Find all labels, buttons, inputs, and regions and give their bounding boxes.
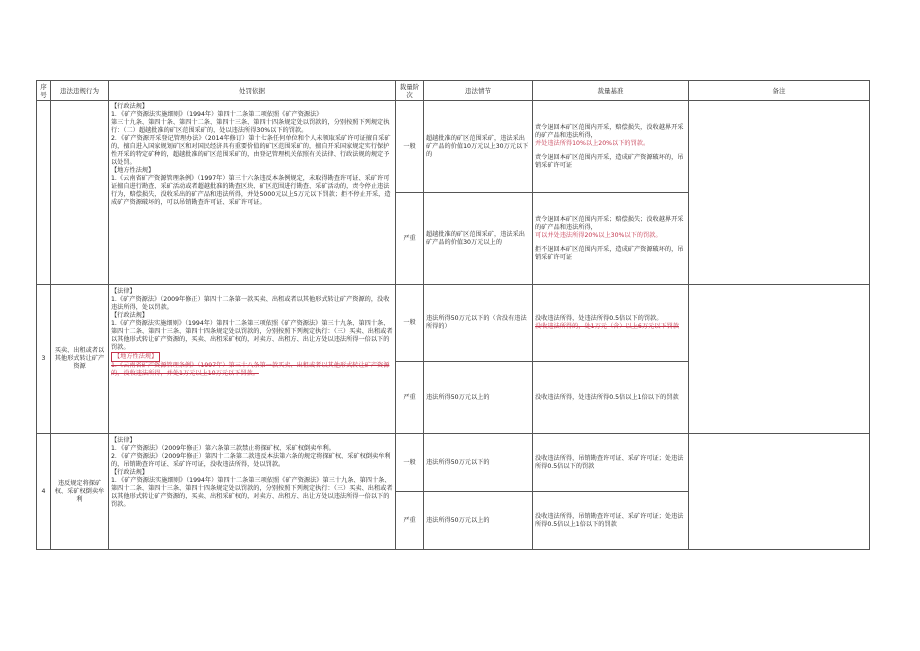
circumstance-general: 超越批准的矿区范围采矿，违法采出矿产品的价值10万元以上30万元以下的 bbox=[424, 101, 533, 193]
basis-text: 2．《矿产资源法》（2009年修正）第四十二条第二款违反本法第六条的规定将探矿权、采矿权倒卖牟利的，吊销勘查许可证、采矿许可证，没收违法所得，处以罚款。 bbox=[111, 453, 391, 468]
standard-general bbox=[533, 101, 689, 193]
basis-heading-revised: 【地方性法规】 bbox=[111, 352, 393, 362]
violation-cell bbox=[51, 101, 109, 285]
standard-text: 没收违法所得，处违法所得0.5倍以下的罚款。 bbox=[535, 315, 663, 322]
circumstance-severe: 违法所得50万元以上的 bbox=[424, 492, 533, 550]
remark-cell bbox=[689, 434, 870, 550]
basis-heading: 【法律】 bbox=[111, 437, 136, 444]
remark-cell bbox=[689, 285, 870, 434]
basis-text: 1.《矿产资源法》（2009年修正）第四十二条第一款买卖、出租或者以其他形式转让矿产资源的，没收违法所得，处以罚款。 bbox=[111, 296, 390, 311]
level-general: 一般 bbox=[396, 434, 424, 492]
remark-cell bbox=[689, 101, 870, 285]
basis-text: 1．《矿产资源法实施细则》（1994年）第四十二条第三项依照《矿产资源法》第三十九条、第四十条、第四十二条、第四十三条、第四十四条规定处以罚款的，分别按照下列规定执行：（三）买卖、出租或者以其他形式转让矿产资源的，买卖、出租采矿权的，对卖方、出租方、出让方处以违法所得一倍以下的罚款。 bbox=[111, 477, 393, 508]
standard-general bbox=[533, 285, 689, 362]
level-severe: 严重 bbox=[396, 492, 424, 550]
circumstance-general: 违法所得50万元以下的（含没有违法所得的） bbox=[424, 285, 533, 362]
table-row bbox=[37, 285, 870, 362]
basis-cell bbox=[109, 434, 396, 550]
row-number bbox=[37, 101, 51, 285]
circumstance-severe: 超越批准的矿区范围采矿，违法采出矿产品的价值30万元以上的 bbox=[424, 193, 533, 285]
circumstance-general: 违法所得50万元以下的 bbox=[424, 434, 533, 492]
basis-text: 第三十九条、第四十条、第四十二条、第四十三条、第四十四条规定处以罚款的，分别按照下列规定执行：（二）超越批准的矿区范围采矿的，处以违法所得30%以下的罚款。 bbox=[111, 119, 390, 134]
header-level: 裁量阶次 bbox=[396, 81, 424, 101]
basis-heading: 【地方性法规】 bbox=[111, 167, 155, 174]
header-no: 序号 bbox=[37, 81, 51, 101]
violation-cell: 买卖、出租或者以其他形式转让矿产资源 bbox=[51, 285, 109, 434]
header-remark: 备注 bbox=[689, 81, 870, 101]
table-row bbox=[37, 434, 870, 492]
basis-cell bbox=[109, 101, 396, 285]
standard-general: 没收违法所得，吊销勘查许可证、采矿许可证；处违法所得0.5倍以下的罚款 bbox=[533, 434, 689, 492]
basis-text: 1.《云南省矿产资源管理条例》（1997年）第三十六条违反本条例规定，未取得勘查许可证、采矿许可证擅自进行勘查、采矿活动或者超越批准的勘查区块、矿区范围进行勘查、采矿活动的，责令停止违法行为，赔偿损失，没收采出的矿产品和违法所得，并处5000元以上5万元以下罚款；拒不停止开采，造成矿产资源破坏的，可以吊销勘查许可证、采矿许可证。 bbox=[111, 175, 391, 206]
level-severe: 严重 bbox=[396, 193, 424, 285]
basis-cell bbox=[109, 285, 396, 434]
standard-severe bbox=[533, 193, 689, 285]
level-general: 一般 bbox=[396, 101, 424, 193]
basis-text: 1．《矿产资源法》（2009年修正）第六条第三款禁止将探矿权、采矿权倒卖牟利。 bbox=[111, 445, 335, 452]
table-row bbox=[37, 101, 870, 193]
row-number: 4 bbox=[37, 434, 51, 550]
level-general: 一般 bbox=[396, 285, 424, 362]
basis-heading: 【行政法规】 bbox=[111, 312, 149, 319]
standard-text: 责令退回本矿区范围内开采，造成矿产资源破坏的，吊销采矿许可证 bbox=[535, 153, 684, 169]
standard-severe: 没收违法所得，处违法所得0.5倍以上1倍以下的罚款 bbox=[533, 362, 689, 434]
header-row bbox=[37, 81, 870, 101]
basis-text-deleted: 1.《云南省矿产资源管理条例》（1997年）第三十八条第一款买卖、出租或者以其他形式转让矿产资源的，没收违法所得，并处1万元以上10万元以下罚款。 bbox=[111, 362, 390, 377]
basis-heading: 【法律】 bbox=[111, 288, 136, 295]
row-number: 3 bbox=[37, 285, 51, 434]
standard-text-revised: 并处违法所得10%以上20%以下的罚款。 bbox=[535, 139, 650, 147]
level-severe: 严重 bbox=[396, 362, 424, 434]
basis-heading: 【行政法规】 bbox=[111, 103, 149, 110]
header-standard: 裁量基准 bbox=[533, 81, 689, 101]
basis-text: 1．《矿产资源法实施细则》（1994年）第四十二条第二项依照《矿产资源法》 bbox=[111, 111, 323, 118]
penalty-standard-table bbox=[36, 80, 870, 550]
circumstance-severe: 违法所得50万元以上的 bbox=[424, 362, 533, 434]
violation-cell: 违反规定将探矿权、采矿权倒卖牟利 bbox=[51, 434, 109, 550]
basis-text: 2．《矿产资源开采登记管理办法》（2014年修订）第十七条任何单位和个人未领取采矿许可证擅自采矿的，擅自进入国家规划矿区和对国民经济具有重要价值的矿区范围采矿的，擅自开采国家规定实行保护性开采的特定矿种的，超越批准的矿区范围采矿的，由登记管理机关依照有关法律、行政法规的规定予以处罚。 bbox=[111, 135, 391, 166]
standard-text-deleted: 没收违法所得的，处1万元（含）以上6万元以下罚款 bbox=[535, 323, 679, 330]
standard-severe: 没收违法所得，吊销勘查许可证、采矿许可证；处违法所得0.5倍以上1倍以下的罚款 bbox=[533, 492, 689, 550]
basis-heading: 【行政法规】 bbox=[111, 469, 149, 476]
header-basis: 处罚依据 bbox=[109, 81, 396, 101]
header-circumstance: 违法情节 bbox=[424, 81, 533, 101]
standard-text: 责令退回本矿区范围内开采，赔偿损失，没收越界开采的矿产品和违法所得， bbox=[535, 123, 684, 139]
standard-text-revised: 可以并处违法所得20%以上30%以下的罚款。 bbox=[535, 231, 662, 239]
header-violation: 违法违规行为 bbox=[51, 81, 109, 101]
standard-text: 拒不退回本矿区范围内开采，造成矿产资源破坏的，吊销采矿许可证 bbox=[535, 245, 684, 261]
standard-text: 责令退回本矿区范围内开采；赔偿损失；没收越界开采的矿产品和违法所得， bbox=[535, 215, 684, 231]
basis-text: 1.《矿产资源法实施细则》（1994年）第四十二条第三项依照《矿产资源法》第三十九条、第四十条、第四十二条、第四十三条、第四十四条规定处以罚款的，分别按照下列规定执行：（三）买卖、出租或者以其他形式转让矿产资源的，买卖、出租采矿权的，对卖方、出租方、出让方处以违法所得一倍以下的罚款。 bbox=[111, 320, 393, 351]
